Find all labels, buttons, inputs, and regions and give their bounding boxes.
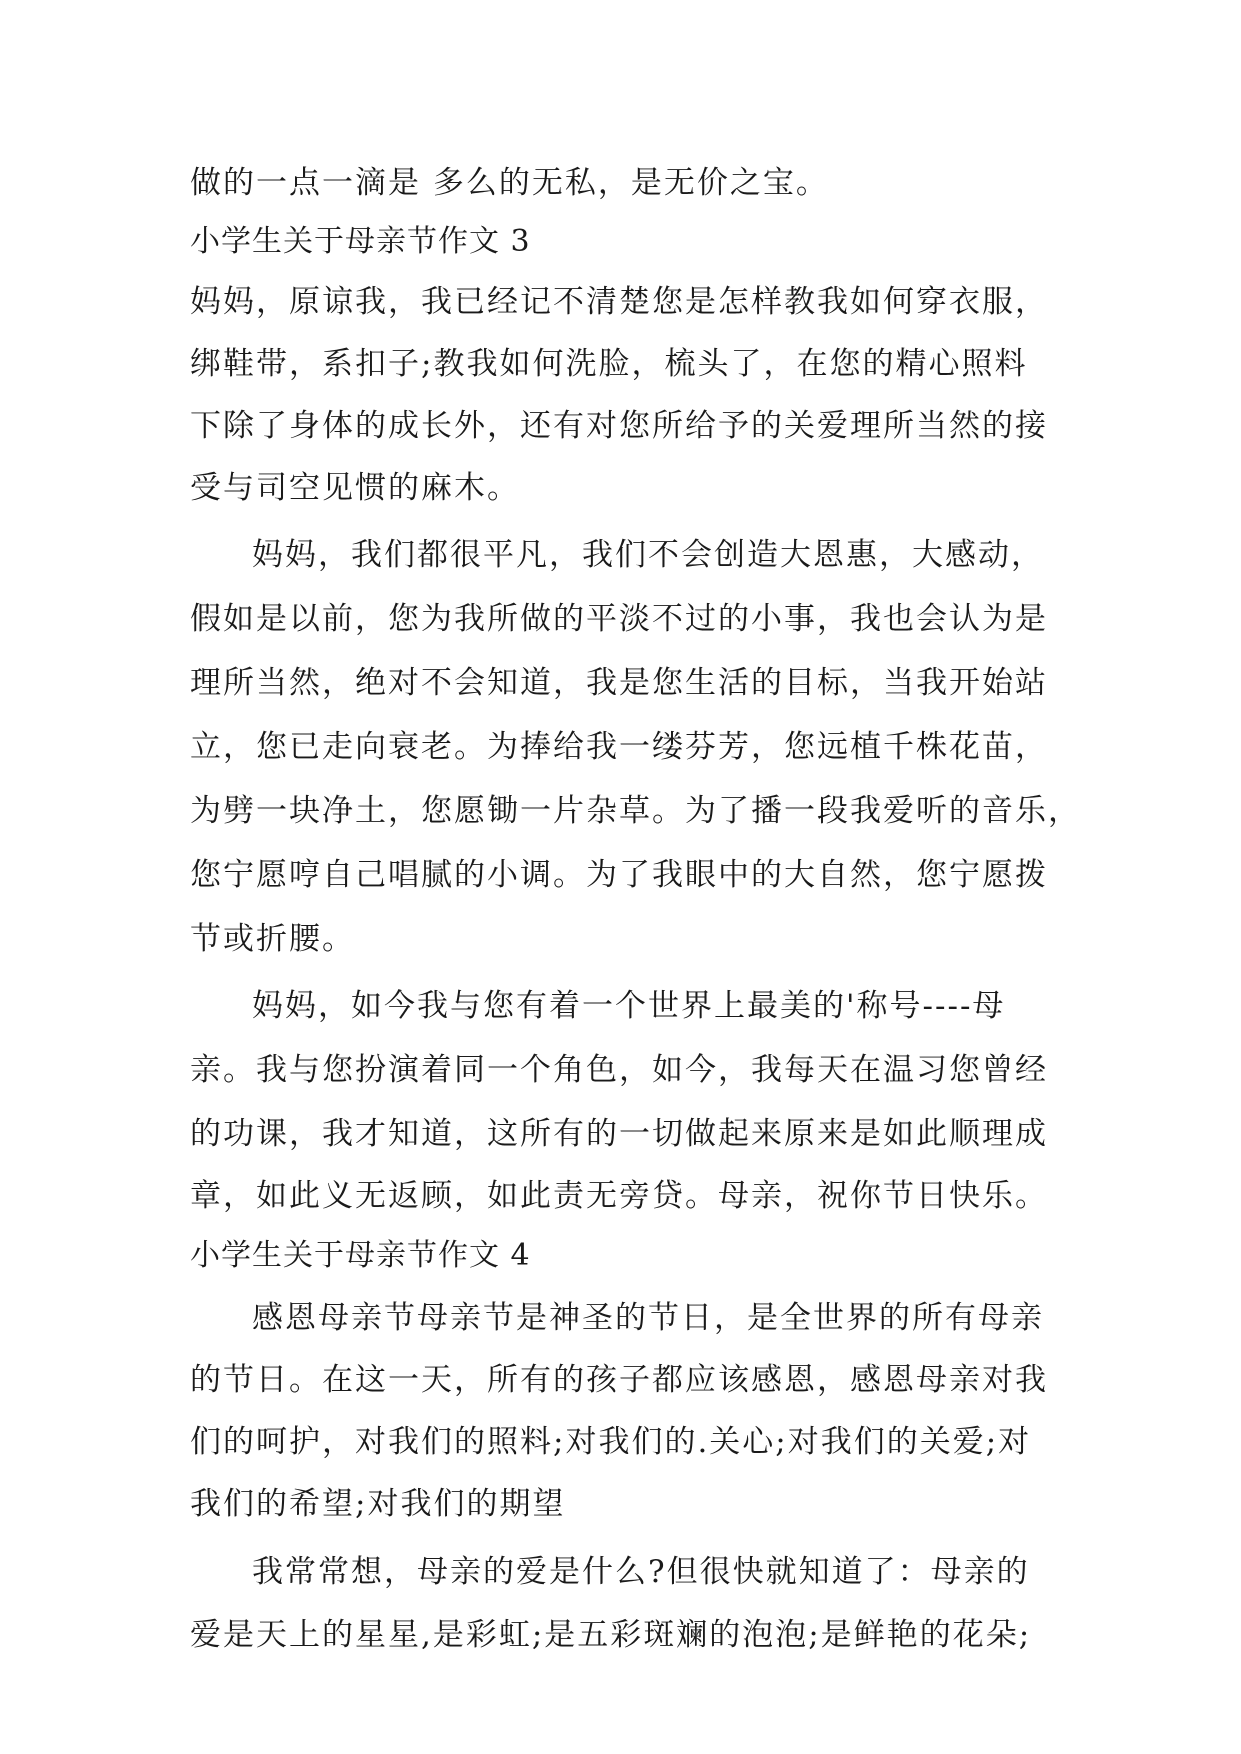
paragraph-line: 我常常想，母亲的爱是什么?但很快就知道了：母亲的: [252, 1554, 1030, 1590]
paragraph-line: 您宁愿哼自己唱腻的小调。为了我眼中的大自然，您宁愿拨: [190, 857, 1048, 893]
section-heading: 小学生关于母亲节作文 4: [190, 1238, 531, 1273]
paragraph-line: 节或折腰。: [190, 921, 355, 957]
section-heading: 小学生关于母亲节作文 3: [190, 224, 531, 259]
paragraph-line: 妈妈，我们都很平凡，我们不会创造大恩惠，大感动，: [252, 537, 1044, 573]
paragraph-line: 假如是以前，您为我所做的平淡不过的小事，我也会认为是: [190, 601, 1048, 637]
text-line: 做的一点一滴是 多么的无私，是无价之宝。: [190, 165, 829, 201]
paragraph-line: 为劈一块净土，您愿锄一片杂草。为了播一段我爱听的音乐，: [190, 793, 1081, 829]
paragraph-line: 的节日。在这一天，所有的孩子都应该感恩，感恩母亲对我: [190, 1362, 1048, 1398]
paragraph-line: 下除了身体的成长外，还有对您所给予的关爱理所当然的接: [190, 408, 1048, 444]
paragraph-line: 感恩母亲节母亲节是神圣的节日，是全世界的所有母亲: [252, 1300, 1044, 1336]
paragraph-line: 立，您已走向衰老。为捧给我一缕芬芳，您远植千株花苗，: [190, 729, 1048, 765]
paragraph-line: 妈妈，如今我与您有着一个世界上最美的'称号----母: [252, 988, 1006, 1024]
paragraph-line: 爱是天上的星星,是彩虹;是五彩斑斓的泡泡;是鲜艳的花朵;: [190, 1617, 1032, 1653]
paragraph-line: 绑鞋带，系扣子;教我如何洗脸，梳头了，在您的精心照料: [190, 346, 1028, 382]
paragraph-line: 章，如此义无返顾，如此责无旁贷。母亲，祝你节日快乐。: [190, 1178, 1048, 1214]
paragraph-line: 理所当然，绝对不会知道，我是您生活的目标，当我开始站: [190, 665, 1048, 701]
paragraph-line: 妈妈，原谅我，我已经记不清楚您是怎样教我如何穿衣服，: [190, 284, 1048, 320]
paragraph-line: 受与司空见惯的麻木。: [190, 470, 520, 506]
paragraph-line: 们的呵护，对我们的照料;对我们的.关心;对我们的关爱;对: [190, 1424, 1032, 1460]
paragraph-line: 的功课，我才知道，这所有的一切做起来原来是如此顺理成: [190, 1116, 1048, 1152]
paragraph-line: 亲。我与您扮演着同一个角色，如今，我每天在温习您曾经: [190, 1052, 1048, 1088]
paragraph-line: 我们的希望;对我们的期望: [190, 1486, 566, 1522]
